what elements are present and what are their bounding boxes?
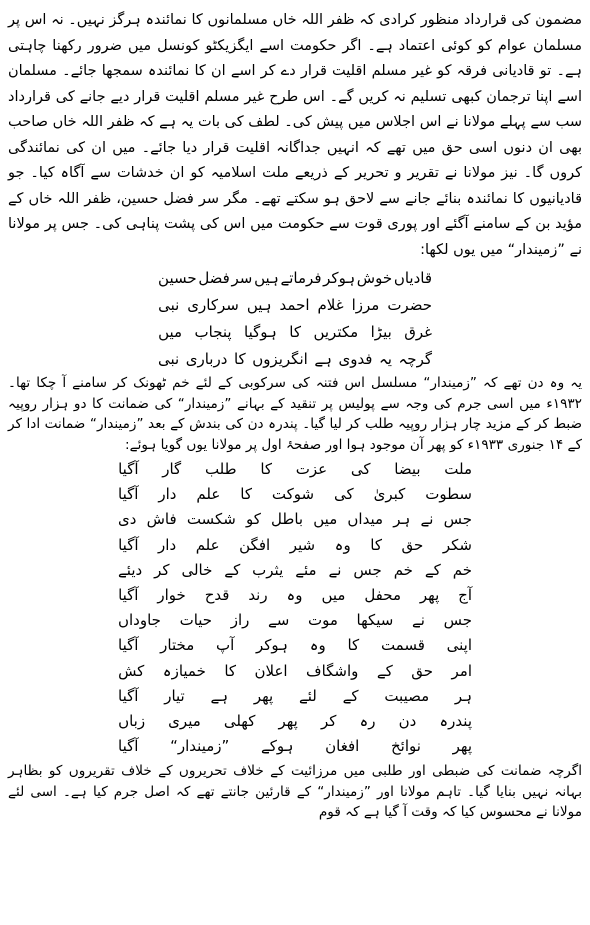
verse-word: خم [393,560,413,579]
verse-word: دن [398,712,417,731]
verse-word: کی [334,485,354,504]
verse-word: ہوکے [260,737,294,756]
verse-word: آگیا [118,485,139,504]
poem-zamindar [118,457,472,759]
verse-word: یثرب [252,560,284,579]
verse-word: شوکت [271,485,315,504]
verse-word: بیضا [394,460,421,478]
verse-word: طلب [204,460,237,478]
poem2-verse [118,633,472,658]
verse-word: مصیبت [384,686,430,705]
verse-word: نے [420,510,434,529]
verse-word: ”زمیندار“ [170,737,230,756]
verse-word: ہے [314,350,332,368]
paragraph-closing: اگرچہ ضمانت کی ضبطی اور طلبی میں مرزائیت کے خلاف تحریروں کے خلاف تقریروں کو بظاہر بہانہ نہیں بنایا گیا۔ تاہم مولانا اور ”زمیندار“ کے قارئین جانتے تھے کہ اصل جرم کیا ہے۔ اسی لئے مولانا نے محسوس کیا کہ وقت آ گیا ہے کہ قوم [8,763,582,821]
verse-word: قادیاں [393,269,432,287]
verse-word: کا [240,485,252,504]
verse-word: افغان [325,737,360,756]
verse-word: نے [328,560,342,579]
verse-word: حسین [158,269,197,287]
verse-word: احمد [279,296,310,314]
verse-word: امر [451,661,472,680]
verse-word: زباں [118,712,146,731]
verse-word: ہوکر [323,269,356,287]
verse-word: میں [158,323,183,341]
poem2-verse [118,709,472,734]
verse-word: غلام [317,296,344,314]
verse-word: آپ [215,636,235,655]
verse-word: شکست [186,510,236,529]
verse-word: کا [260,460,273,478]
verse-word: ہر [454,686,472,705]
verse-word: جس [443,611,472,630]
poem2-verse [118,583,472,608]
verse-word: علم [195,535,220,554]
paragraph-intro: مضمون کی قرارداد منظور کرادی کہ ظفر اللہ خاں مسلمانوں کا نمائندہ ہرگز نہیں۔ نہ اس پر مسلمان عوام کو کوئی اعتماد ہے۔ اگر حکومت اسے ایگزیکٹو کونسل میں ضرور رکھنا چاہتی ہے۔ تو قادیانی فرقہ کو غیر مسلم اقلیت قرار دے کر اسے ان کا نمائندہ سمجھا جائے۔ مسلمان اسے اپنا ترجمان کبھی تسلیم نہ کریں گے۔ اس طرح غیر مسلم اقلیت قرار دیے جانے کی قرارداد سب سے پہلے مولانا نے اس اجلاس میں پیش کی۔ لطف کی بات یہ ہے کہ ظفر اللہ خاں صاحب بھی ان دنوں اسی حق میں تھے کہ انہیں جداگانہ اقلیت قرار دیا جائے۔ میں ان کی نمائندگی کروں گا۔ نیز مولانا نے تقریر و تحریر کے ذریعے ملت اسلامیہ کو ان خدشات سے آگاہ کیا۔ جو قادیانیوں کا نمائندہ بنائے جانے سے لاحق ہو سکتے تھے۔ مگر سر فضل حسین، ظفر اللہ خاں کے مؤید بن کے سامنے آگئے اور پوری قوت سے حکومت میں اس کی پشت پناہی کی۔ جس پر مولانا نے ”زمیندار“ میں یوں لکھا: [8,12,582,258]
verse-word: کا [224,661,237,680]
verse-word: مرزا [351,296,380,314]
verse-word: نبی [158,350,180,368]
verse-word: عزت [295,460,328,478]
verse-word: آگیا [118,535,139,554]
poem1-verse [158,346,432,373]
verse-word: خم [452,560,472,579]
poem1-verse [158,292,432,319]
verse-word: دیئے [118,560,143,579]
verse-word: خوار [157,586,186,605]
verse-word: کو [245,510,261,529]
verse-word: گرچہ [398,350,432,368]
verse-word: سرکاری [187,296,239,314]
verse-word: یہ [379,350,392,368]
verse-word: ہیں [246,296,272,314]
verse-word: کے [224,560,241,579]
poem-qadian [158,265,432,373]
verse-word: وہ [334,535,351,554]
verse-word: خالی [181,560,213,579]
verse-word: تیار [164,686,185,705]
verse-word: کا [370,535,382,554]
verse-word: محفل [364,586,401,605]
verse-word: آگیا [118,586,139,605]
verse-word: ہیں [254,269,279,287]
verse-word: ہے [210,686,229,705]
verse-word: جس [353,560,382,579]
verse-word: واشگاف [306,661,359,680]
verse-word: سیکھا [356,611,394,630]
poem2-verse [118,507,472,532]
verse-word: خمیازہ [162,661,206,680]
verse-word: آگیا [118,737,139,756]
verse-word: نے [412,611,425,630]
verse-word: کی [350,460,371,478]
verse-word: وہ [286,586,303,605]
verse-word: میں [313,510,338,529]
verse-word: درباری [185,350,228,368]
verse-word: رہ [359,712,376,731]
verse-word: کش [118,661,145,680]
verse-word: پنجاب [194,323,232,341]
verse-word: ملت [444,460,472,478]
verse-word: قدح [204,586,230,605]
verse-word: سر [231,269,253,287]
verse-word: پھر [253,686,274,705]
poem1-verse [158,319,432,346]
verse-word: جس [443,510,472,529]
verse-word: علم [196,485,221,504]
verse-word: دار [158,535,177,554]
verse-word: گار [162,460,182,478]
poem2-verse [118,482,472,507]
verse-word: کھلی [223,712,256,731]
verse-word: آگیا [118,686,139,705]
verse-word: مئے [295,560,317,579]
poem2-verse [118,659,472,684]
verse-word: نبی [158,296,180,314]
verse-word: سطوت [425,485,472,504]
verse-word: آج [458,586,472,605]
verse-word: فضل [198,269,230,287]
verse-word: میداں [347,510,384,529]
verse-word: دی [118,510,137,529]
verse-word: مکتریں [313,323,359,341]
poem2-verse [118,558,472,583]
verse-word: کا [233,350,246,368]
verse-word: حق [401,535,424,554]
verse-word: آگیا [118,460,139,478]
verse-word: کر [154,560,170,579]
paragraph-middle: یہ وہ دن تھے کہ ”زمیندار“ مسلسل اس فتنہ کی سرکوبی کے لئے خم ٹھونک کر سامنے آ چکا تھا۔ ۱۹۳۲ء میں اسی جرم کی وجہ سے پولیس پر تنقید کے بہانے ”زمیندار“ کی ضمانت کا دو ہزار روپیہ ضبط کر کے مزید چار ہزار روپیہ طلب کر لیا گیا۔ پندرہ دن کی بندش کے بعد ”زمیندار“ ضمانت ادا کر کے ۱۴ جنوری ۱۹۳۳ء کو پھر آن موجود ہوا اور صفحۂ اول پر مولانا یوں گویا ہوئے: [8,375,582,453]
verse-word: فرماتے [280,269,322,287]
verse-word: حیات [179,611,213,630]
verse-word: موت [307,611,338,630]
verse-word: کبریٰ [373,485,406,504]
verse-word: باطل [271,510,304,529]
verse-word: سے [267,611,290,630]
verse-word: مختار [160,636,195,655]
verse-word: راز [230,611,250,630]
verse-word: افگن [239,535,271,554]
verse-word: کے [376,661,393,680]
verse-word: پھر [452,737,472,756]
verse-word: کے [342,686,359,705]
verse-word: رند [248,586,268,605]
verse-word: بیڑا [370,323,392,341]
verse-word: کر [320,712,337,731]
verse-word: انگریزوں [252,350,308,368]
verse-word: میں [321,586,346,605]
verse-word: نوائخ [390,737,421,756]
verse-word: غرق [404,323,432,341]
verse-word: لئے [298,686,317,705]
verse-word: فاش [146,510,177,529]
verse-word: اپنی [446,636,472,655]
verse-word: شیر [289,535,316,554]
verse-word: میری [168,712,201,731]
verse-word: کے [424,560,441,579]
verse-word: وہ [309,636,326,655]
poem2-verse [118,533,472,558]
verse-word: شکر [442,535,472,554]
verse-word: جاوداں [118,611,161,630]
verse-word: ہر [393,510,411,529]
verse-word: اعلان [254,661,288,680]
verse-word: کا [347,636,360,655]
poem2-verse [118,457,472,482]
verse-word: ہوکر [256,636,288,655]
verse-word: پھر [278,712,298,731]
verse-word: حضرت [387,296,432,314]
poem2-verse [118,684,472,709]
verse-word: حق [411,661,434,680]
verse-word: پندرہ [439,712,472,731]
poem2-verse [118,608,472,633]
verse-word: فدوی [338,350,373,368]
verse-word: آگیا [118,636,139,655]
verse-word: ہوگیا [244,323,277,341]
verse-word: پھر [419,586,440,605]
poem2-verse [118,734,472,759]
verse-word: دار [158,485,177,504]
verse-word: خوش [356,269,393,287]
poem1-verse [158,265,432,292]
verse-word: قسمت [380,636,425,655]
verse-word: کا [289,323,301,341]
